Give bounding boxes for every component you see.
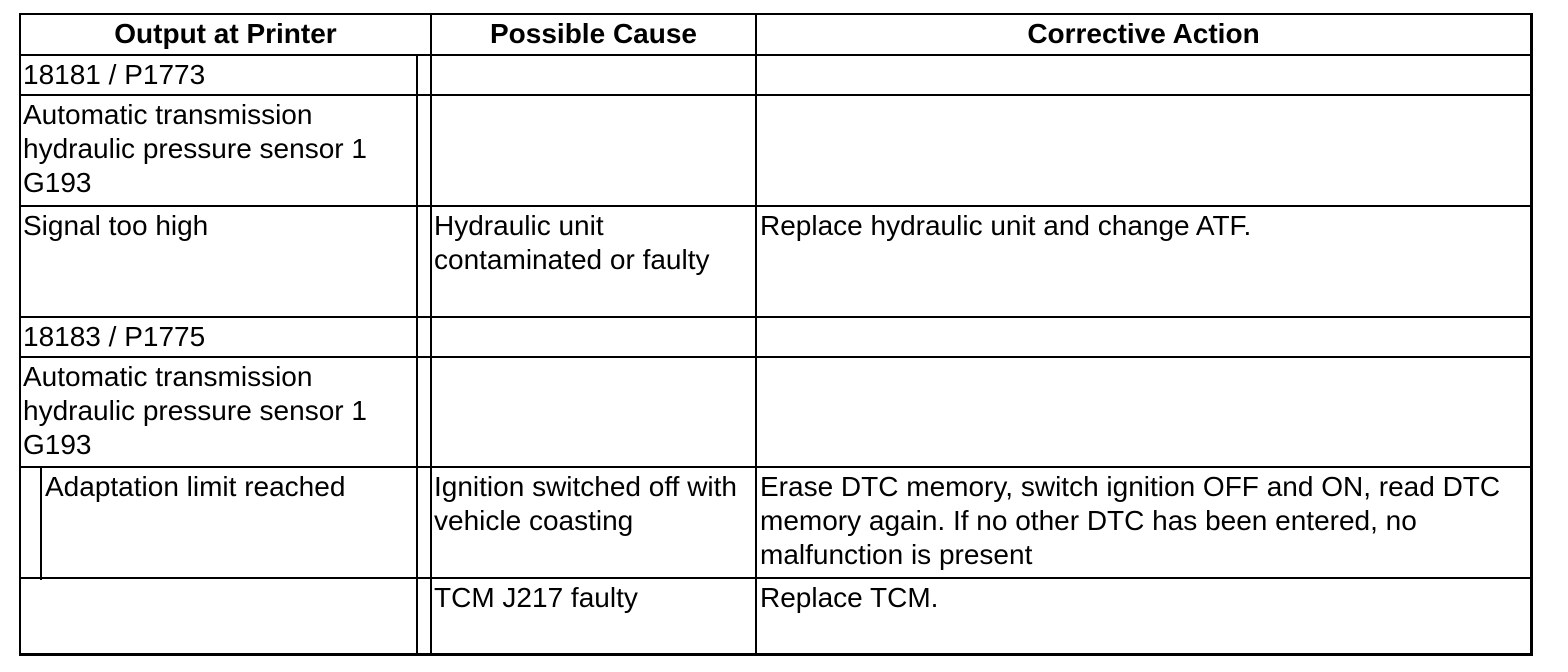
row-6-action: Erase DTC memory, switch ignition OFF and ON, read DTC memory again. If no other DTC has been entered, no malfunction is present <box>760 471 1501 570</box>
header-possible-cause: Possible Cause <box>490 18 697 49</box>
row-2-output: Automatic transmission hydraulic pressure sensor 1 G193 <box>23 99 367 198</box>
table-border-right <box>1530 13 1533 656</box>
row-7-action: Replace TCM. <box>760 582 939 613</box>
row-divider-header <box>19 54 1533 56</box>
row-divider-5 <box>19 466 1533 468</box>
indent-marker <box>40 468 42 580</box>
row-6-cause: Ignition switched off with vehicle coasting <box>434 471 737 536</box>
troubleshooting-table <box>19 13 1533 656</box>
row-4-output: 18183 / P1775 <box>23 321 206 352</box>
row-1-output: 18181 / P1773 <box>23 59 206 90</box>
row-3-output: Signal too high <box>23 210 209 241</box>
row-divider-6 <box>19 577 1533 579</box>
row-divider-1 <box>19 94 1533 96</box>
row-divider-2 <box>19 205 1533 207</box>
row-divider-4 <box>19 356 1533 358</box>
row-divider-3 <box>19 316 1533 318</box>
row-5-output: Automatic transmission hydraulic pressure sensor 1 G193 <box>23 361 367 460</box>
table-border-bottom <box>19 653 1533 656</box>
column-divider-2 <box>755 13 757 656</box>
row-7-cause: TCM J217 faulty <box>434 582 638 613</box>
row-3-action: Replace hydraulic unit and change ATF. <box>760 210 1252 241</box>
header-output-at-printer: Output at Printer <box>114 18 337 49</box>
table-border-left <box>19 13 21 656</box>
row-6-output: Adaptation limit reached <box>45 471 346 502</box>
header-corrective-action: Corrective Action <box>1027 18 1260 49</box>
row-3-cause: Hydraulic unit contaminated or faulty <box>434 210 710 275</box>
